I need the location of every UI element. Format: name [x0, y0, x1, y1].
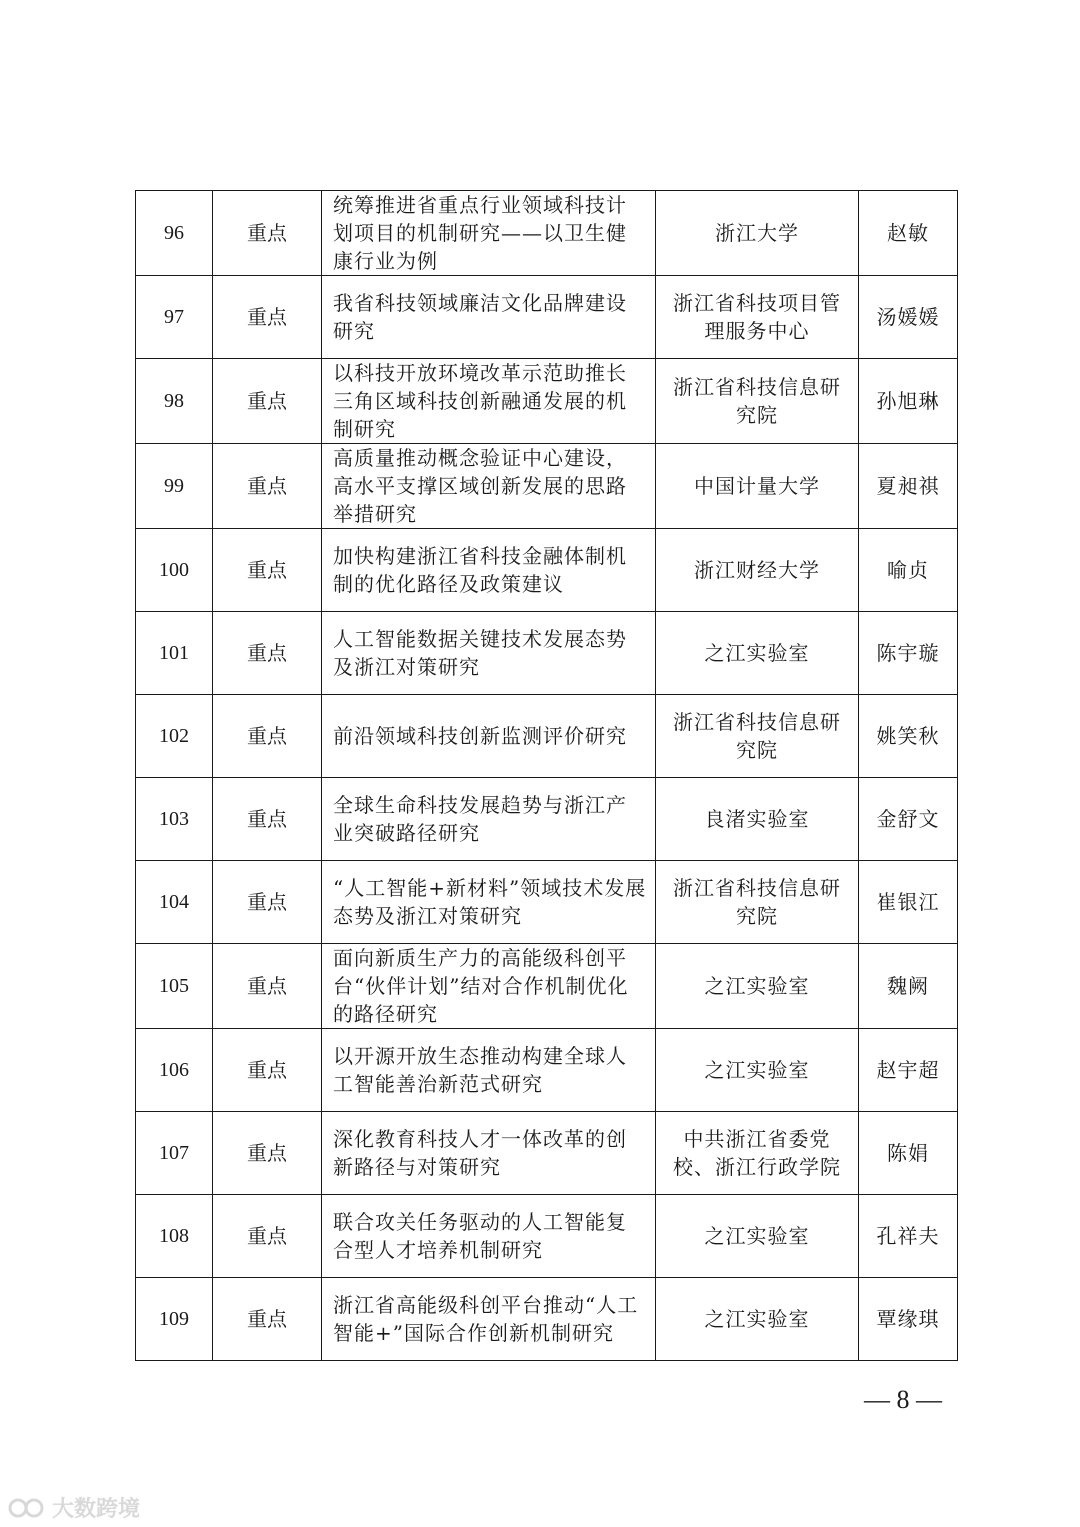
cell-title: 深化教育科技人才一体改革的创新路径与对策研究	[322, 1112, 656, 1195]
table-row	[136, 276, 958, 359]
cell-title: 统筹推进省重点行业领域科技计划项目的机制研究——以卫生健康行业为例	[322, 191, 656, 276]
table-row	[136, 359, 958, 444]
cell-number: 99	[136, 444, 213, 529]
cell-type: 重点	[213, 1112, 322, 1195]
cell-organization: 浙江省科技项目管理服务中心	[656, 276, 859, 359]
cell-leader: 陈宇璇	[859, 612, 958, 695]
watermark	[8, 1492, 140, 1523]
cell-title: 以科技开放环境改革示范助推长三角区域科技创新融通发展的机制研究	[322, 359, 656, 444]
cell-leader: 金舒文	[859, 778, 958, 861]
cell-organization: 之江实验室	[656, 944, 859, 1029]
cell-title: 全球生命科技发展趋势与浙江产业突破路径研究	[322, 778, 656, 861]
watermark-logo-icon	[8, 1497, 48, 1519]
project-table	[135, 190, 958, 1361]
cell-type: 重点	[213, 276, 322, 359]
cell-organization: 浙江省科技信息研究院	[656, 861, 859, 944]
table-row	[136, 695, 958, 778]
cell-title: 加快构建浙江省科技金融体制机制的优化路径及政策建议	[322, 529, 656, 612]
cell-title: 人工智能数据关键技术发展态势及浙江对策研究	[322, 612, 656, 695]
cell-number: 96	[136, 191, 213, 276]
cell-leader: 覃缘琪	[859, 1278, 958, 1361]
cell-organization: 浙江省科技信息研究院	[656, 359, 859, 444]
cell-organization: 中国计量大学	[656, 444, 859, 529]
cell-title: 以开源开放生态推动构建全球人工智能善治新范式研究	[322, 1029, 656, 1112]
table-row	[136, 778, 958, 861]
cell-organization: 浙江财经大学	[656, 529, 859, 612]
cell-number: 104	[136, 861, 213, 944]
cell-leader: 赵敏	[859, 191, 958, 276]
table-row	[136, 1029, 958, 1112]
cell-leader: 姚笑秋	[859, 695, 958, 778]
cell-number: 109	[136, 1278, 213, 1361]
cell-type: 重点	[213, 1029, 322, 1112]
table-row	[136, 861, 958, 944]
cell-type: 重点	[213, 695, 322, 778]
project-table-body	[136, 191, 958, 1361]
table-row	[136, 444, 958, 529]
cell-title: 前沿领域科技创新监测评价研究	[322, 695, 656, 778]
cell-type: 重点	[213, 778, 322, 861]
cell-number: 102	[136, 695, 213, 778]
cell-number: 100	[136, 529, 213, 612]
cell-number: 108	[136, 1195, 213, 1278]
table-row	[136, 1195, 958, 1278]
page-number: — 8 —	[864, 1385, 942, 1414]
table-row	[136, 529, 958, 612]
cell-leader: 魏阙	[859, 944, 958, 1029]
table-row	[136, 1112, 958, 1195]
watermark-text: 大数跨境	[52, 1497, 141, 1522]
cell-number: 98	[136, 359, 213, 444]
cell-organization: 浙江大学	[656, 191, 859, 276]
cell-organization: 浙江省科技信息研究院	[656, 695, 859, 778]
cell-type: 重点	[213, 529, 322, 612]
cell-leader: 崔银江	[859, 861, 958, 944]
cell-type: 重点	[213, 1278, 322, 1361]
cell-leader: 孔祥夫	[859, 1195, 958, 1278]
cell-number: 107	[136, 1112, 213, 1195]
cell-leader: 陈娟	[859, 1112, 958, 1195]
cell-title: 我省科技领域廉洁文化品牌建设研究	[322, 276, 656, 359]
cell-type: 重点	[213, 359, 322, 444]
cell-number: 105	[136, 944, 213, 1029]
cell-organization: 中共浙江省委党校、浙江行政学院	[656, 1112, 859, 1195]
cell-type: 重点	[213, 444, 322, 529]
cell-number: 101	[136, 612, 213, 695]
cell-title: 联合攻关任务驱动的人工智能复合型人才培养机制研究	[322, 1195, 656, 1278]
cell-type: 重点	[213, 1195, 322, 1278]
cell-type: 重点	[213, 612, 322, 695]
cell-title: “人工智能+新材料”领域技术发展态势及浙江对策研究	[322, 861, 656, 944]
cell-number: 106	[136, 1029, 213, 1112]
cell-title: 浙江省高能级科创平台推动“人工智能+”国际合作创新机制研究	[322, 1278, 656, 1361]
cell-organization: 之江实验室	[656, 1278, 859, 1361]
cell-leader: 汤媛媛	[859, 276, 958, 359]
table-row	[136, 944, 958, 1029]
cell-type: 重点	[213, 191, 322, 276]
table-row	[136, 1278, 958, 1361]
cell-title: 高质量推动概念验证中心建设，高水平支撑区域创新发展的思路举措研究	[322, 444, 656, 529]
cell-leader: 喻贞	[859, 529, 958, 612]
cell-organization: 之江实验室	[656, 612, 859, 695]
table-row	[136, 612, 958, 695]
cell-organization: 之江实验室	[656, 1029, 859, 1112]
cell-organization: 之江实验室	[656, 1195, 859, 1278]
cell-number: 103	[136, 778, 213, 861]
cell-type: 重点	[213, 944, 322, 1029]
cell-leader: 夏昶祺	[859, 444, 958, 529]
cell-title: 面向新质生产力的高能级科创平台“伙伴计划”结对合作机制优化的路径研究	[322, 944, 656, 1029]
cell-number: 97	[136, 276, 213, 359]
cell-type: 重点	[213, 861, 322, 944]
table-row	[136, 191, 958, 276]
cell-leader: 孙旭琳	[859, 359, 958, 444]
cell-organization: 良渚实验室	[656, 778, 859, 861]
cell-leader: 赵宇超	[859, 1029, 958, 1112]
